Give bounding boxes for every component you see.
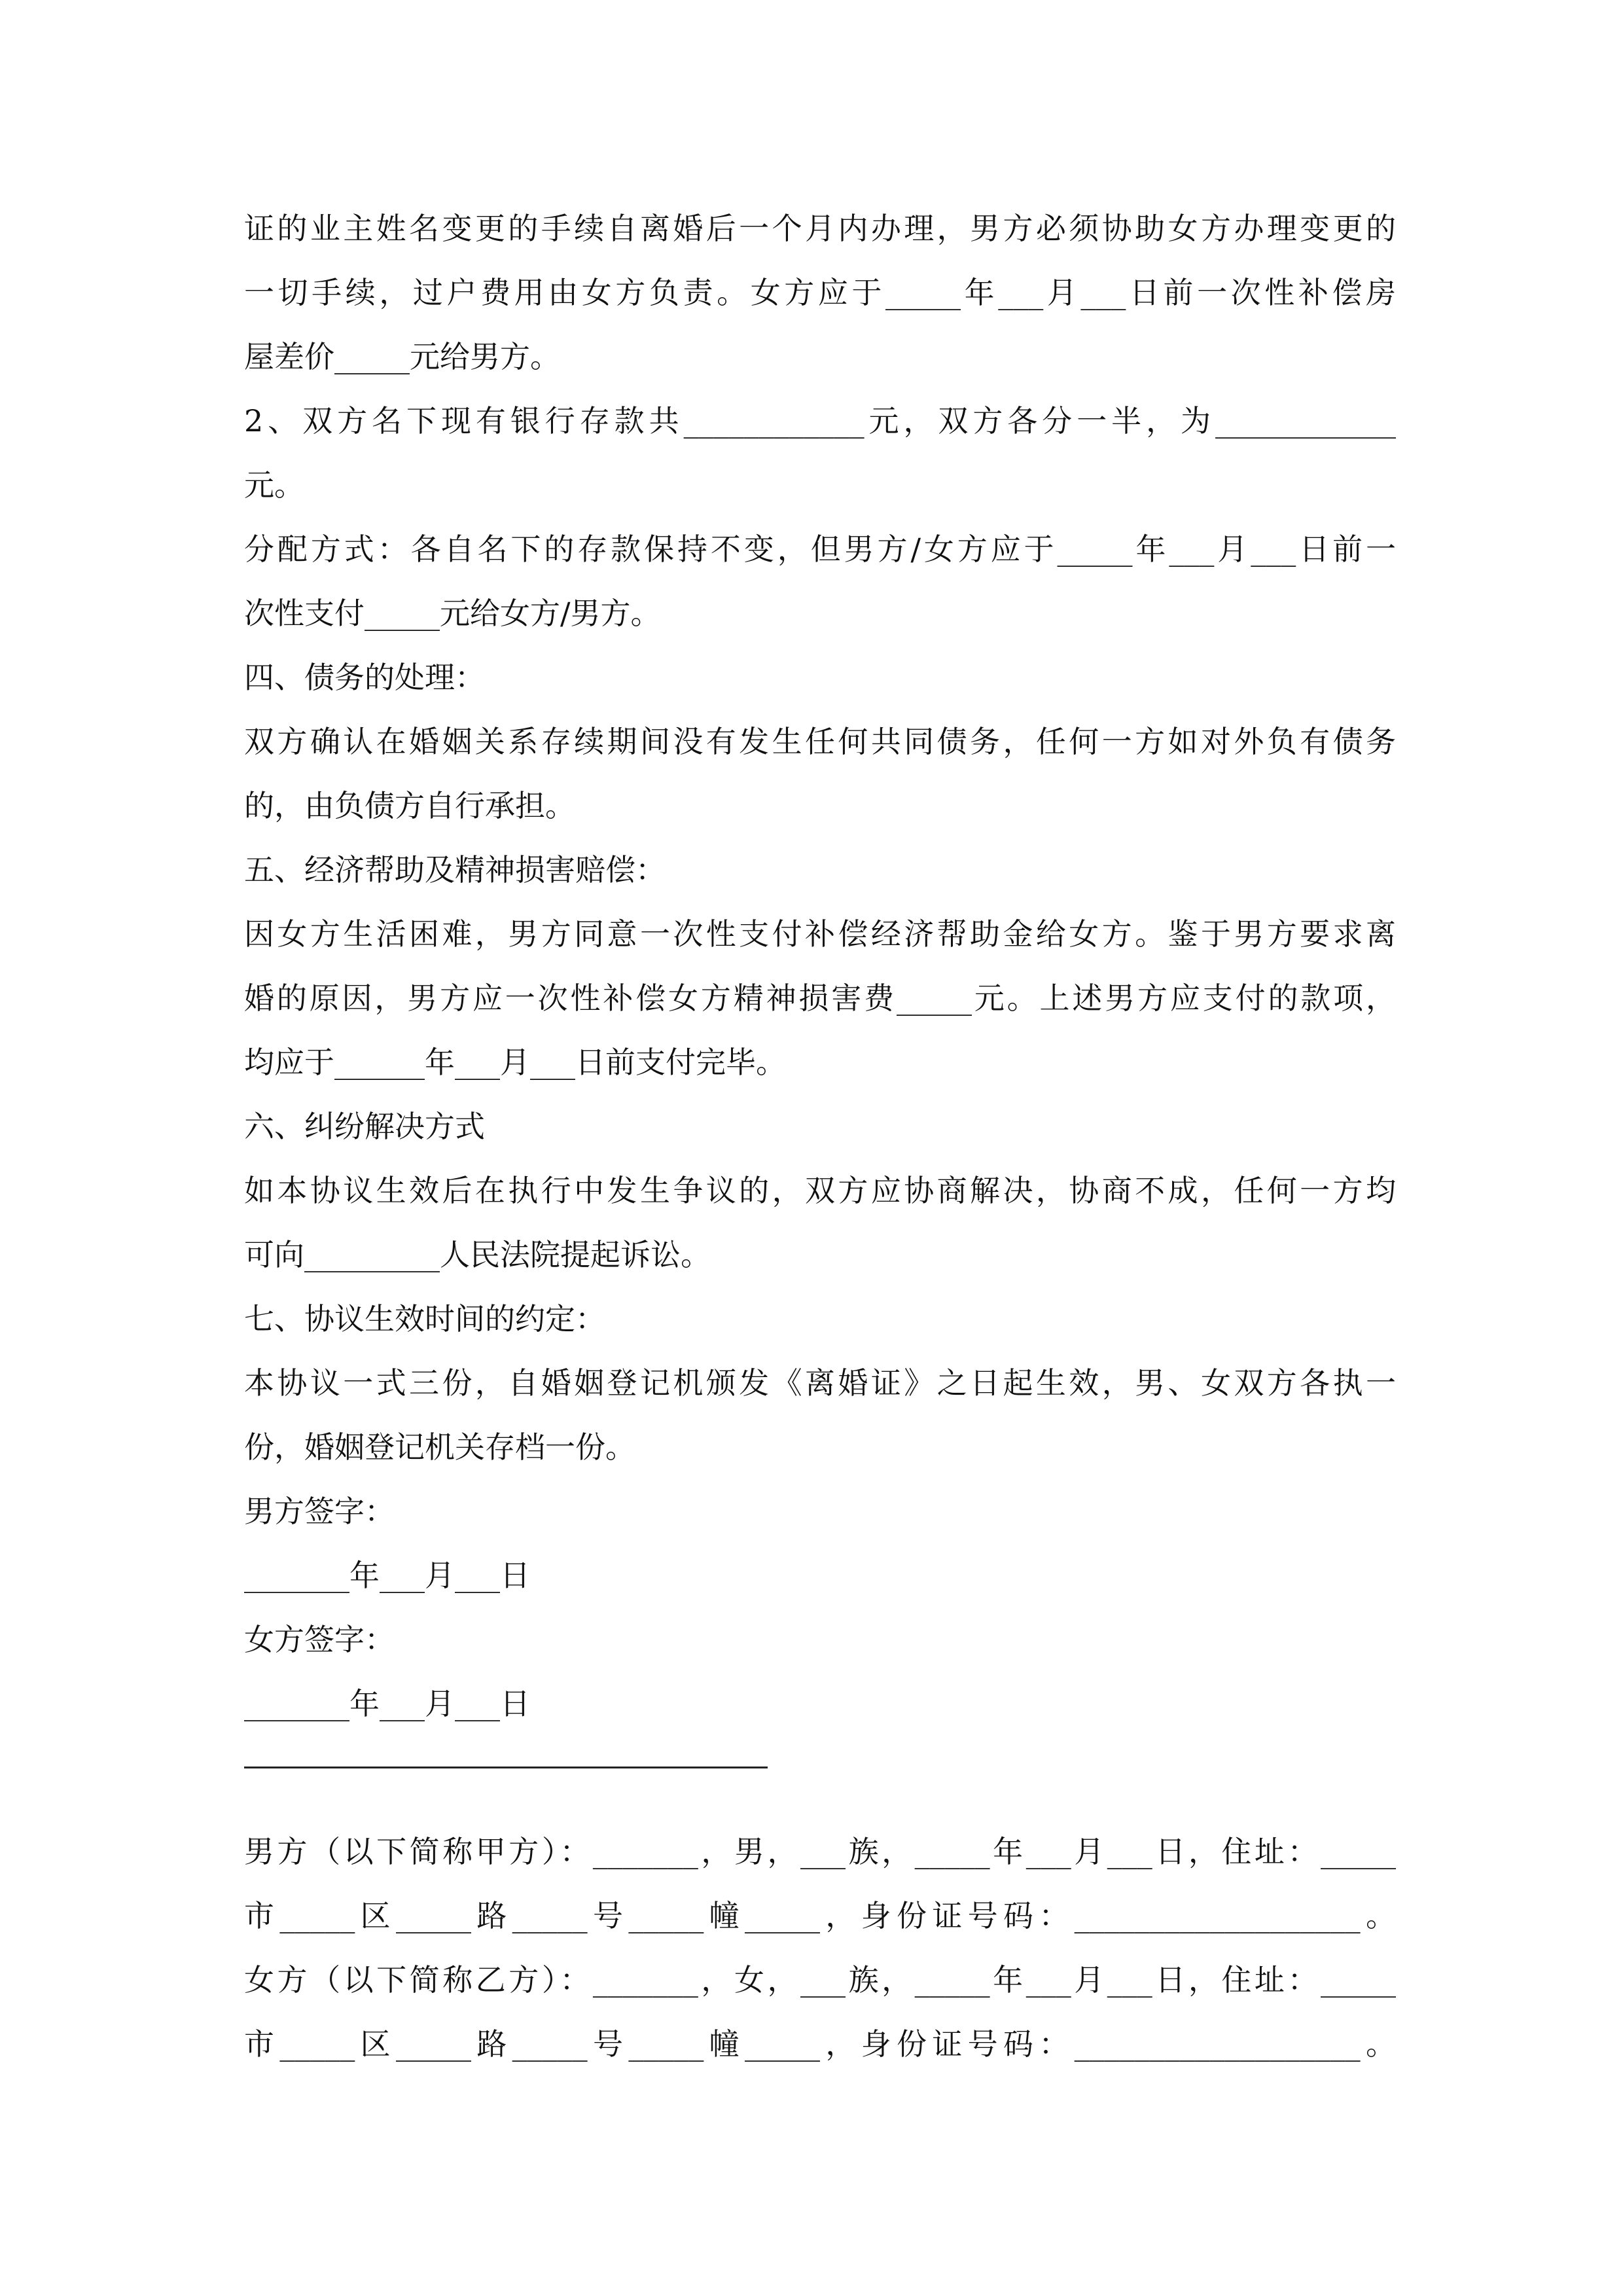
party-b-address-line: 市_____区_____路_____号_____幢_____，身份证号码：___________________。 xyxy=(244,2026,1396,2062)
text-line: 次性支付_____元给女方/男方。 xyxy=(244,596,661,631)
separator-line xyxy=(244,1767,768,1768)
section-heading: 五、经济帮助及精神损害赔偿： xyxy=(244,852,666,888)
signature-date-female: _______年___月___日 xyxy=(244,1686,530,1721)
text-line: 双方确认在婚姻关系存续期间没有发生任何共同债务，任何一方如对外负有债务 xyxy=(244,724,1396,759)
party-a-line: 男方（以下简称甲方）：_______，男，___族，_____年___月___日，住址：_____ xyxy=(244,1834,1396,1869)
text-line: 屋差价_____元给男方。 xyxy=(244,339,560,374)
text-line: 证的业主姓名变更的手续自离婚后一个月内办理，男方必须协助女方办理变更的 xyxy=(244,211,1396,246)
party-b-line: 女方（以下简称乙方）：_______，女，___族，_____年___月___日，住址：_____ xyxy=(244,1962,1396,1998)
section-heading: 七、协议生效时间的约定： xyxy=(244,1301,605,1336)
text-line: 如本协议生效后在执行中发生争议的，双方应协商解决，协商不成，任何一方均 xyxy=(244,1173,1396,1208)
text-line: 分配方式：各自名下的存款保持不变，但男方/女方应于_____年___月___日前一 xyxy=(244,531,1396,567)
separator-rule xyxy=(244,1736,1396,1800)
text-line: 婚的原因，男方应一次性补偿女方精神损害费_____元。上述男方应支付的款项， xyxy=(244,980,1396,1016)
text-line: 元。 xyxy=(244,467,304,503)
signature-label-male: 男方签字： xyxy=(244,1494,395,1529)
document-body xyxy=(244,196,1396,2076)
text-line: 因女方生活困难，男方同意一次性支付补偿经济帮助金给女方。鉴于男方要求离 xyxy=(244,916,1396,952)
signature-label-female: 女方签字： xyxy=(244,1622,395,1657)
spacer xyxy=(244,1800,1396,1820)
text-line: 2、双方名下现有银行存款共____________元，双方各分一半，为____________ xyxy=(244,403,1396,439)
text-line: 的，由负债方自行承担。 xyxy=(244,788,575,823)
signature-date-male: _______年___月___日 xyxy=(244,1558,530,1593)
text-line: 一切手续，过户费用由女方负责。女方应于_____年___月___日前一次性补偿房 xyxy=(244,275,1396,310)
text-line: 份，婚姻登记机关存档一份。 xyxy=(244,1429,635,1465)
text-line: 本协议一式三份，自婚姻登记机颁发《离婚证》之日起生效，男、女双方各执一 xyxy=(244,1365,1396,1401)
party-a-address-line: 市_____区_____路_____号_____幢_____，身份证号码：___________________。 xyxy=(244,1898,1396,1933)
text-line: 可向_________人民法院提起诉讼。 xyxy=(244,1237,711,1272)
section-heading: 四、债务的处理： xyxy=(244,660,485,695)
text-line: 均应于______年___月___日前支付完毕。 xyxy=(244,1045,786,1080)
section-heading: 六、纠纷解决方式 xyxy=(244,1109,485,1144)
